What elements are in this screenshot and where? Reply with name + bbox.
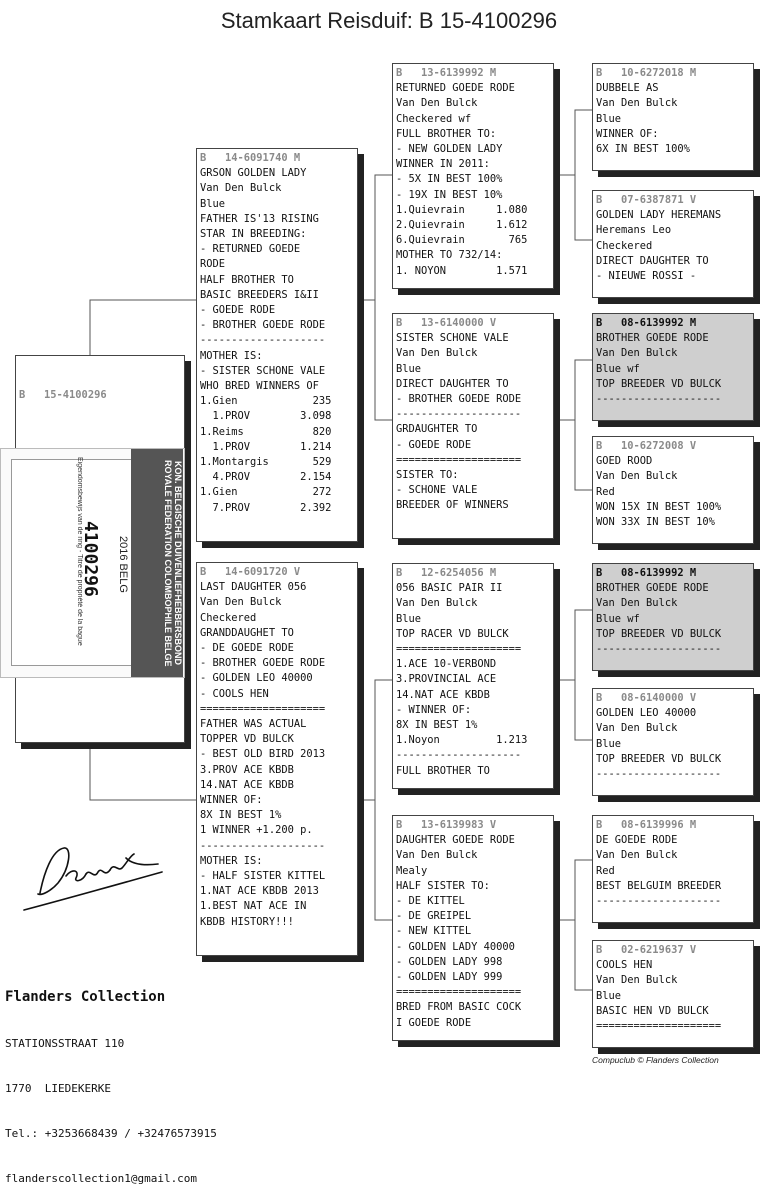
pedigree-line: Blue (596, 989, 622, 1002)
pedigree-line: 14.NAT ACE KBDB (200, 778, 294, 791)
ddd-card (592, 940, 754, 1048)
pedigree-line: Van Den Bulck (596, 722, 678, 735)
sire-sire-card (392, 63, 554, 289)
ring-federation-band (131, 449, 183, 677)
pedigree-line: ==================== (396, 453, 522, 466)
pedigree-line: - BROTHER GOEDE RODE (200, 657, 326, 670)
pedigree-line: Van Den Bulck (200, 596, 282, 609)
pedigree-line: Van Den Bulck (596, 597, 678, 610)
pedigree-line: - RETURNED GOEDE (200, 243, 301, 256)
pedigree-line: HALF BROTHER TO (200, 273, 294, 286)
pedigree-line: FATHER IS'13 RISING (200, 212, 319, 225)
pedigree-line: - COOLS HEN (200, 687, 269, 700)
pedigree-line: -------------------- (596, 895, 722, 908)
ring-number: B 08-6139992 M (596, 567, 697, 579)
pedigree-line: 6.Quievrain 765 (396, 234, 528, 247)
ring-owner-text: Eigendomsbewijs van de ring - Titre de propriété de la bague (76, 457, 83, 646)
pedigree-line: Van Den Bulck (200, 182, 282, 195)
pedigree-line: ==================== (396, 643, 522, 656)
page-title: Stamkaart Reisduif: B 15-4100296 (220, 8, 558, 33)
pedigree-line: Blue (396, 362, 422, 375)
pedigree-line: STAR IN BREEDING: (200, 228, 307, 241)
pedigree-line: FULL BROTHER TO: (396, 127, 497, 140)
sss-card (592, 63, 754, 171)
dsd-card (592, 688, 754, 796)
ring-federation-text: KON. BELGISCHE DUIVENLIEFHEBBERSBOND ROYALE FEDERATION COLOMBOPHILE BELGE (163, 459, 183, 667)
pedigree-line: 1.Gien 235 (200, 395, 332, 408)
pedigree-line: 4.PROV 2.154 (200, 471, 332, 484)
pedigree-line: - DE GREIPEL (396, 910, 472, 923)
pedigree-line: SISTER TO: (396, 469, 459, 482)
pedigree-line: 3.PROVINCIAL ACE (396, 673, 497, 686)
ring-number: B 07-6387871 V (596, 194, 697, 206)
sds-card (592, 313, 754, 421)
pedigree-line: COOLS HEN (596, 959, 653, 972)
breeder-email: flanderscollection1@gmail.com (5, 1172, 198, 1185)
pedigree-line: - 19X IN BEST 10% (396, 188, 503, 201)
pedigree-line: ==================== (396, 986, 522, 999)
pedigree-line: Checkered (200, 611, 257, 624)
dds-card (592, 815, 754, 923)
pedigree-line: - NEW GOLDEN LADY (396, 143, 503, 156)
ring-certificate-number: 4100296 (80, 521, 101, 597)
pedigree-line: WINNER OF: (200, 794, 263, 807)
pedigree-line: - 5X IN BEST 100% (396, 173, 503, 186)
pedigree-line: BROTHER GOEDE RODE (596, 582, 709, 595)
pedigree-line: - GOLDEN LADY 999 (396, 971, 503, 984)
pedigree-line: Van Den Bulck (396, 347, 478, 360)
pedigree-line: - BROTHER GOEDE RODE (396, 393, 522, 406)
pedigree-line: - GOLDEN LADY 40000 (396, 940, 515, 953)
pedigree-line: BREEDER OF WINNERS (396, 499, 509, 512)
pedigree-line: Van Den Bulck (396, 97, 478, 110)
ring-year: 2016 (117, 535, 129, 561)
pedigree-line: - SISTER SCHONE VALE (200, 364, 326, 377)
ring-number: B 10-6272008 V (596, 440, 697, 452)
pedigree-line: Blue wf (596, 612, 640, 625)
subject-ring-number: B 15-4100296 (19, 389, 107, 402)
pedigree-line: Van Den Bulck (596, 470, 678, 483)
pedigree-line: Checkered wf (396, 112, 472, 125)
pedigree-line: Blue (596, 112, 622, 125)
pedigree-line: MOTHER IS: (200, 349, 263, 362)
pedigree-line: 1.Quievrain 1.080 (396, 203, 528, 216)
pedigree-line: MOTHER TO 732/14: (396, 249, 503, 262)
pedigree-line: 1.Noyon 1.213 (396, 734, 528, 747)
ring-country: BELG (117, 563, 129, 593)
pedigree-line: 1.Reims 820 (200, 425, 332, 438)
ring-certificate-year-country (85, 469, 129, 659)
pedigree-line: Heremans Leo (596, 224, 672, 237)
pedigree-line: -------------------- (396, 408, 522, 421)
pedigree-line: 8X IN BEST 1% (396, 719, 478, 732)
pedigree-line: GRSON GOLDEN LADY (200, 167, 307, 180)
pedigree-line: RODE (200, 258, 226, 271)
pedigree-line: BRED FROM BASIC COCK (396, 1001, 522, 1014)
pedigree-line: TOP BREEDER VD BULCK (596, 627, 722, 640)
ring-number: B 08-6139992 M (596, 317, 697, 329)
pedigree-line: WHO BRED WINNERS OF (200, 380, 319, 393)
pedigree-line: Blue wf (596, 362, 640, 375)
pedigree-line: -------------------- (596, 643, 722, 656)
pedigree-line: GRANDDAUGHET TO (200, 626, 294, 639)
ring-number: B 13-6139983 V (396, 819, 497, 831)
pedigree-line: Van Den Bulck (396, 849, 478, 862)
ring-certificate (0, 448, 185, 678)
pedigree-line: GOED ROOD (596, 455, 653, 468)
pedigree-line: Van Den Bulck (596, 849, 678, 862)
pedigree-line: 1.Gien 272 (200, 486, 332, 499)
pedigree-line: - GOLDEN LADY 998 (396, 955, 503, 968)
breeder-address: STATIONSSTRAAT 110 (5, 1037, 125, 1050)
pedigree-line: BASIC BREEDERS I&II (200, 288, 319, 301)
pedigree-line: 1. NOYON 1.571 (396, 264, 528, 277)
pedigree-line: - BEST OLD BIRD 2013 (200, 748, 326, 761)
pedigree-line: TOP RACER VD BULCK (396, 627, 509, 640)
pedigree-line: Red (596, 864, 615, 877)
pedigree-line: DE GOEDE RODE (596, 834, 678, 847)
pedigree-line: 1.BEST NAT ACE IN (200, 900, 307, 913)
pedigree-line: GRDAUGHTER TO (396, 423, 478, 436)
pedigree-line: TOPPER VD BULCK (200, 733, 294, 746)
pedigree-line: Van Den Bulck (396, 597, 478, 610)
software-credit: Compuclub © Flanders Collection (592, 1055, 719, 1065)
breeder-phone: Tel.: +3253668439 / +32476573915 (5, 1127, 217, 1140)
pedigree-line: TOP BREEDER VD BULCK (596, 377, 722, 390)
pedigree-line: I GOEDE RODE (396, 1016, 472, 1029)
pedigree-line: -------------------- (596, 768, 722, 781)
pedigree-line: 1.PROV 3.098 (200, 410, 332, 423)
pedigree-line: -------------------- (396, 749, 522, 762)
pedigree-line: 14.NAT ACE KBDB (396, 688, 490, 701)
pedigree-line: SISTER SCHONE VALE (396, 332, 509, 345)
pedigree-line: HALF SISTER TO: (396, 879, 490, 892)
pedigree-line: - GOLDEN LEO 40000 (200, 672, 313, 685)
pedigree-line: 8X IN BEST 1% (200, 809, 282, 822)
ssd-card (592, 190, 754, 298)
pedigree-line: ==================== (596, 1020, 722, 1033)
pedigree-line: 056 BASIC PAIR II (396, 582, 503, 595)
pedigree-line: 6X IN BEST 100% (596, 143, 690, 156)
pedigree-line: Blue (396, 612, 422, 625)
pedigree-line: MOTHER IS: (200, 854, 263, 867)
pedigree-line: 1 WINNER +1.200 p. (200, 824, 313, 837)
pedigree-line: Van Den Bulck (596, 347, 678, 360)
dss-card (592, 563, 754, 671)
ring-number: B 13-6140000 V (396, 317, 497, 329)
dam-sire-card (392, 563, 554, 789)
pedigree-line: WON 33X IN BEST 10% (596, 516, 715, 529)
sdd-card (592, 436, 754, 544)
pedigree-line: 1.NAT ACE KBDB 2013 (200, 885, 319, 898)
pedigree-line: ==================== (200, 702, 326, 715)
pedigree-line: - HALF SISTER KITTEL (200, 870, 326, 883)
pedigree-line: 1.PROV 1.214 (200, 440, 332, 453)
pedigree-line: RETURNED GOEDE RODE (396, 82, 515, 95)
pedigree-line: FULL BROTHER TO (396, 764, 490, 777)
pedigree-line: Blue (596, 737, 622, 750)
ring-number: B 08-6140000 V (596, 692, 697, 704)
pedigree-line: Checkered (596, 239, 653, 252)
pedigree-line: -------------------- (200, 334, 326, 347)
pedigree-line: - DE GOEDE RODE (200, 642, 294, 655)
pedigree-line: GOLDEN LEO 40000 (596, 707, 697, 720)
sire-dam-card (392, 313, 554, 539)
breeder-footer (5, 958, 217, 1201)
pedigree-line: DIRECT DAUGHTER TO (396, 377, 509, 390)
pedigree-line: KBDB HISTORY!!! (200, 915, 294, 928)
pedigree-line: WINNER IN 2011: (396, 158, 490, 171)
pedigree-line: 2.Quievrain 1.612 (396, 219, 528, 232)
breeder-city: 1770 LIEDEKERKE (5, 1082, 111, 1095)
pedigree-line: 1.Montargis 529 (200, 456, 332, 469)
pedigree-line: - NIEUWE ROSSI - (596, 270, 697, 283)
signature-image (22, 838, 172, 913)
pedigree-line: FATHER WAS ACTUAL (200, 718, 307, 731)
pedigree-line: LAST DAUGHTER 056 (200, 581, 307, 594)
pedigree-line: - GOEDE RODE (396, 438, 472, 451)
pedigree-line: 3.PROV ACE KBDB (200, 763, 294, 776)
pedigree-line: -------------------- (200, 839, 326, 852)
breeder-name: Flanders Collection (5, 989, 166, 1005)
ring-number: B 10-6272018 M (596, 67, 697, 79)
pedigree-line: Blue (200, 197, 226, 210)
pedigree-line: Van Den Bulck (596, 974, 678, 987)
dam-dam-card (392, 815, 554, 1041)
pedigree-line: Mealy (396, 864, 428, 877)
pedigree-line: 7.PROV 2.392 (200, 501, 332, 514)
pedigree-line: - SCHONE VALE (396, 484, 478, 497)
pedigree-line: BASIC HEN VD BULCK (596, 1004, 709, 1017)
pedigree-line: DIRECT DAUGHTER TO (596, 254, 709, 267)
pedigree-line: DUBBELE AS (596, 82, 659, 95)
pedigree-line: WINNER OF: (596, 127, 659, 140)
pedigree-line: DAUGHTER GOEDE RODE (396, 834, 515, 847)
dam-card (196, 562, 358, 956)
ring-number: B 02-6219637 V (596, 944, 697, 956)
pedigree-line: WON 15X IN BEST 100% (596, 500, 722, 513)
pedigree-line: Van Den Bulck (596, 97, 678, 110)
pedigree-line: 1.ACE 10-VERBOND (396, 658, 497, 671)
ring-number: B 12-6254056 M (396, 567, 497, 579)
pedigree-line: - DE KITTEL (396, 895, 465, 908)
ring-number: B 13-6139992 M (396, 67, 497, 79)
pedigree-line: -------------------- (596, 393, 722, 406)
pedigree-line: - NEW KITTEL (396, 925, 472, 938)
pedigree-line: BEST BELGUIM BREEDER (596, 879, 722, 892)
ring-number: B 14-6091720 V (200, 566, 301, 578)
sire-card (196, 148, 358, 542)
pedigree-line: - WINNER OF: (396, 703, 472, 716)
pedigree-line: - GOEDE RODE (200, 304, 276, 317)
pedigree-line: - BROTHER GOEDE RODE (200, 319, 326, 332)
ring-number: B 14-6091740 M (200, 152, 301, 164)
pedigree-line: BROTHER GOEDE RODE (596, 332, 709, 345)
pedigree-line: GOLDEN LADY HEREMANS (596, 209, 722, 222)
pedigree-line: Red (596, 485, 615, 498)
ring-number: B 08-6139996 M (596, 819, 697, 831)
pedigree-line: TOP BREEDER VD BULCK (596, 752, 722, 765)
